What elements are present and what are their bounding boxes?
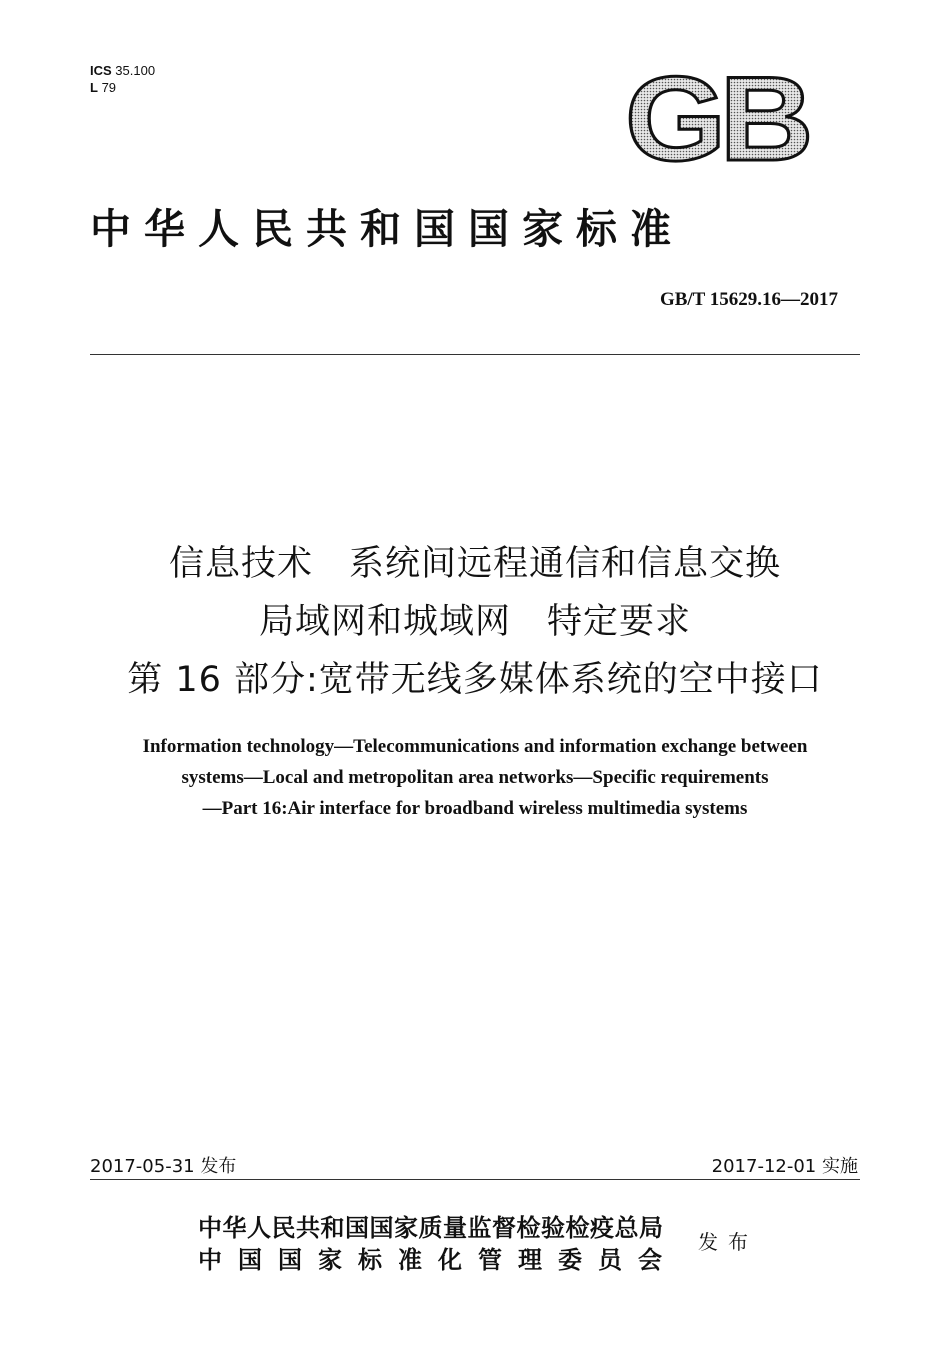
svg-text:GB: GB [625,72,809,170]
ccs-label: L [90,80,98,95]
title-cn-line1: 信息技术 系统间远程通信和信息交换 [168,544,781,584]
gb-logo [622,72,810,170]
title-cn-line2: 局域网和城域网 特定要求 [258,602,691,642]
ccs-code: 79 [101,80,117,95]
standard-name: 中华人民共和国国家标准 [90,205,684,253]
ics-label: ICS [90,63,112,78]
issuer-sac: 中国国家标准化管理委员会 [198,1245,678,1274]
issuer-aqsiq: 中华人民共和国国家质量监督检验检疫总局 [198,1213,664,1242]
issue-date: 2017-05-31 发布 [90,1156,237,1177]
classification-codes [90,62,155,96]
title-en-line1: Information technology—Telecommunications and information exchange between [142,736,808,757]
standard-code: GB/T 15629.16—2017 [659,289,838,310]
bottom-divider [90,1179,860,1180]
top-divider [90,354,860,355]
ics-code: 35.100 [115,63,156,78]
title-en-line3: —Part 16:Air interface for broadband wireless multimedia systems [202,798,748,819]
title-en-line2: systems—Local and metropolitan area networks—Specific requirements [181,767,769,788]
title-cn-line3: 第 16 部分:宽带无线多媒体系统的空中接口 [127,660,823,700]
publish-label: 发布 [698,1230,758,1254]
implementation-date: 2017-12-01 实施 [711,1156,858,1177]
